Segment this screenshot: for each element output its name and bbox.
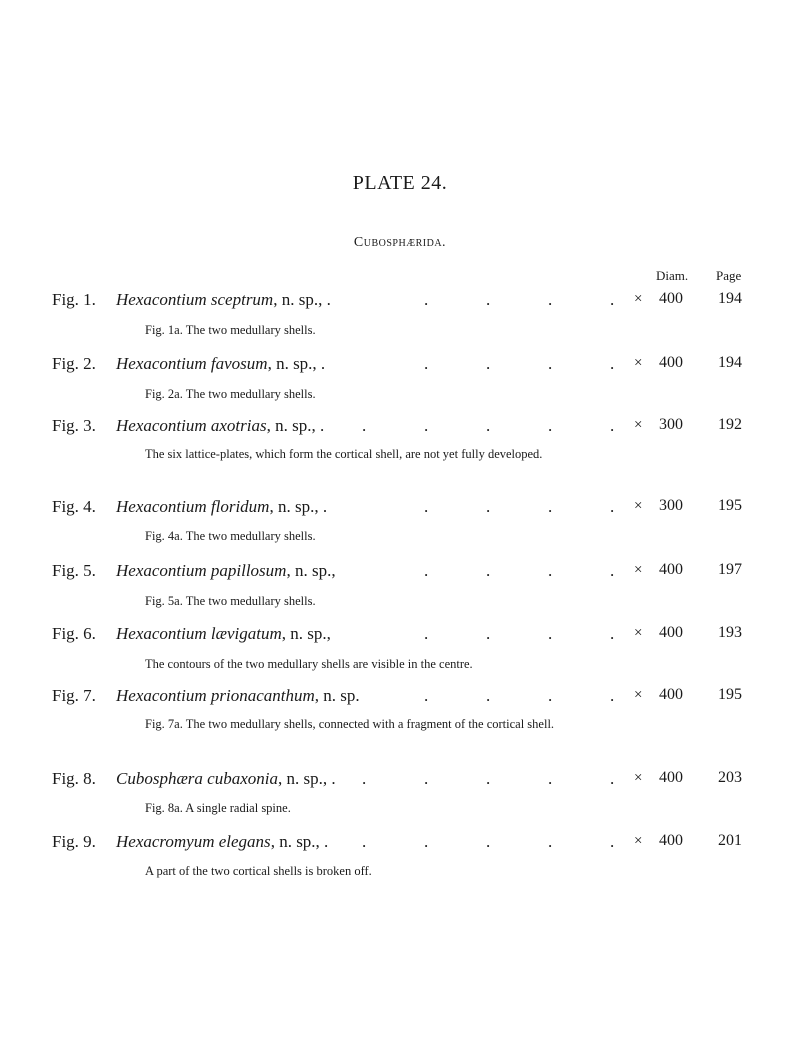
note-text: The two medullary shells. xyxy=(185,529,316,543)
leader-dot: . xyxy=(486,497,491,516)
note-lead: Fig. 5a. xyxy=(145,594,183,608)
leader-dot: . xyxy=(424,354,429,373)
page-number: 195 xyxy=(718,497,742,514)
magnification-sign: × xyxy=(634,355,643,371)
leader-dots xyxy=(360,561,615,581)
figure-line xyxy=(0,561,800,585)
figure-label: Fig. 3. xyxy=(52,416,96,435)
leader-dot: . xyxy=(424,686,429,705)
note-text: The two medullary shells. xyxy=(185,323,316,337)
magnification-sign: × xyxy=(634,833,643,849)
diameter-value: 400 xyxy=(659,686,683,703)
leader-dot: . xyxy=(548,416,553,435)
leader-dot: . xyxy=(548,769,553,788)
page-number: 194 xyxy=(718,290,742,307)
leader-dot: . xyxy=(610,290,615,309)
diameter-value: 400 xyxy=(659,290,683,307)
note-text: The contours of the two medullary shells are visible in the centre. xyxy=(145,657,473,671)
leader-dot: . xyxy=(486,290,491,309)
diameter-value: 400 xyxy=(659,561,683,578)
leader-dot: . xyxy=(548,832,553,851)
diameter-value: 300 xyxy=(659,416,683,433)
figure-entry xyxy=(0,497,800,543)
leader-dot: . xyxy=(486,832,491,851)
figure-note xyxy=(145,384,617,404)
page-number: 203 xyxy=(718,769,742,786)
species-name xyxy=(116,561,336,581)
magnification-sign: × xyxy=(634,291,643,307)
species-name-italic: Hexacontium sceptrum xyxy=(116,290,274,309)
leader-dots xyxy=(360,354,615,374)
species-name-italic: Hexacontium favosum xyxy=(116,354,268,373)
species-suffix: , n. sp., xyxy=(281,624,331,643)
page-number: 194 xyxy=(718,354,742,371)
leader-dots xyxy=(360,832,615,852)
figure-label: Fig. 8. xyxy=(52,769,96,788)
leader-dot: . xyxy=(424,624,429,643)
species-name-italic: Hexacontium axotrias xyxy=(116,416,267,435)
page-number: 192 xyxy=(718,416,742,433)
figure-note xyxy=(145,320,617,340)
species-name xyxy=(116,416,324,436)
figure-note xyxy=(145,798,617,818)
species-name-italic: Hexacontium papillosum xyxy=(116,561,287,580)
figure-note xyxy=(145,861,617,881)
column-header-page: Page xyxy=(716,268,742,283)
leader-dot: . xyxy=(610,832,615,851)
leader-dot: . xyxy=(486,624,491,643)
species-suffix: , n. sp., xyxy=(286,561,336,580)
leader-dot: . xyxy=(548,686,553,705)
leader-dot: . xyxy=(362,416,367,435)
figure-line xyxy=(0,497,800,521)
plate-title: PLATE 24. xyxy=(352,172,448,194)
species-suffix: , n. sp. xyxy=(314,686,360,705)
figure-entry xyxy=(0,416,800,461)
species-suffix: , n. sp., . xyxy=(269,497,328,516)
leader-dots xyxy=(360,624,615,644)
leader-dot: . xyxy=(548,354,553,373)
figure-label: Fig. 5. xyxy=(52,561,96,580)
species-suffix: , n. sp., . xyxy=(273,290,331,309)
leader-dot: . xyxy=(610,769,615,788)
leader-dot: . xyxy=(548,624,553,643)
note-text: The six lattice-plates, which form the cortical shell, are not yet fully developed. xyxy=(145,447,543,461)
figure-line xyxy=(0,354,800,378)
leader-dot: . xyxy=(548,497,553,516)
species-name-italic: Hexacontium lævigatum xyxy=(116,624,282,643)
leader-dot: . xyxy=(362,769,367,788)
leader-dots xyxy=(360,686,615,706)
figure-entry xyxy=(0,832,800,878)
species-name-italic: Hexacontium prionacanthum xyxy=(116,686,315,705)
leader-dot: . xyxy=(610,416,615,435)
leader-dot: . xyxy=(610,354,615,373)
diameter-value: 400 xyxy=(659,832,683,849)
figure-note xyxy=(145,526,617,546)
page-number: 197 xyxy=(718,561,742,578)
diameter-value: 400 xyxy=(659,624,683,641)
figure-label: Fig. 9. xyxy=(52,832,96,851)
magnification-sign: × xyxy=(634,687,643,703)
figure-note xyxy=(145,591,617,611)
note-text: The two medullary shells, connected with a fragment of the cortical shell. xyxy=(185,717,555,731)
leader-dot: . xyxy=(424,769,429,788)
figure-label: Fig. 6. xyxy=(52,624,96,643)
leader-dot: . xyxy=(486,686,491,705)
leader-dot: . xyxy=(424,497,429,516)
species-name xyxy=(116,290,331,310)
figure-line xyxy=(0,624,800,648)
note-text: A single radial spine. xyxy=(185,801,291,815)
leader-dots xyxy=(360,497,615,517)
leader-dot: . xyxy=(610,497,615,516)
note-lead: Fig. 7a. xyxy=(145,717,183,731)
leader-dot: . xyxy=(424,290,429,309)
species-name xyxy=(116,769,336,789)
leader-dots xyxy=(360,769,615,789)
species-suffix: , n. sp., . xyxy=(270,832,329,851)
species-name-italic: Cubosphæra cubaxonia xyxy=(116,769,278,788)
page-number: 195 xyxy=(718,686,742,703)
leader-dot: . xyxy=(486,354,491,373)
column-header-diam: Diam. xyxy=(656,268,689,283)
species-suffix: , n. sp., . xyxy=(266,416,325,435)
diameter-value: 300 xyxy=(659,497,683,514)
figure-note xyxy=(145,444,617,464)
species-suffix: , n. sp., . xyxy=(267,354,326,373)
magnification-sign: × xyxy=(634,498,643,514)
note-text: The two medullary shells. xyxy=(185,387,316,401)
leader-dot: . xyxy=(548,561,553,580)
species-suffix: , n. sp., . xyxy=(277,769,336,788)
note-lead: Fig. 1a. xyxy=(145,323,183,337)
leader-dot: . xyxy=(610,624,615,643)
figure-line xyxy=(0,832,800,856)
note-text: A part of the two cortical shells is broken off. xyxy=(145,864,372,878)
species-name xyxy=(116,354,325,374)
figure-note xyxy=(145,714,617,734)
species-name xyxy=(116,497,327,517)
species-name-italic: Hexacromyum elegans xyxy=(116,832,271,851)
magnification-sign: × xyxy=(634,562,643,578)
note-lead: Fig. 2a. xyxy=(145,387,183,401)
leader-dot: . xyxy=(548,290,553,309)
magnification-sign: × xyxy=(634,625,643,641)
page-number: 193 xyxy=(718,624,742,641)
figure-line xyxy=(0,290,800,314)
section-title: Cubosphærida. xyxy=(353,235,447,250)
figure-line xyxy=(0,416,800,440)
note-lead: Fig. 4a. xyxy=(145,529,183,543)
species-name xyxy=(116,832,328,852)
figure-entry xyxy=(0,686,800,731)
leader-dot: . xyxy=(424,416,429,435)
figure-line xyxy=(0,769,800,793)
note-text: The two medullary shells. xyxy=(185,594,316,608)
figure-label: Fig. 7. xyxy=(52,686,96,705)
magnification-sign: × xyxy=(634,770,643,786)
species-name xyxy=(116,686,360,706)
leader-dot: . xyxy=(424,561,429,580)
figure-label: Fig. 4. xyxy=(52,497,96,516)
leader-dot: . xyxy=(486,416,491,435)
figure-entry xyxy=(0,561,800,608)
leader-dots xyxy=(360,290,615,310)
diameter-value: 400 xyxy=(659,769,683,786)
figure-entry xyxy=(0,354,800,401)
figure-label: Fig. 1. xyxy=(52,290,96,309)
leader-dots xyxy=(360,416,615,436)
leader-dot: . xyxy=(610,561,615,580)
note-lead: Fig. 8a. xyxy=(145,801,183,815)
leader-dot: . xyxy=(610,686,615,705)
figure-label: Fig. 2. xyxy=(52,354,96,373)
species-name-italic: Hexacontium floridum xyxy=(116,497,270,516)
figure-entry xyxy=(0,290,800,337)
diameter-value: 400 xyxy=(659,354,683,371)
figure-note xyxy=(145,654,617,674)
figure-entry xyxy=(0,624,800,671)
species-name xyxy=(116,624,331,644)
leader-dot: . xyxy=(486,561,491,580)
leader-dot: . xyxy=(362,832,367,851)
figure-line xyxy=(0,686,800,710)
page-number: 201 xyxy=(718,832,742,849)
magnification-sign: × xyxy=(634,417,643,433)
leader-dot: . xyxy=(486,769,491,788)
leader-dot: . xyxy=(424,832,429,851)
figure-entry xyxy=(0,769,800,815)
